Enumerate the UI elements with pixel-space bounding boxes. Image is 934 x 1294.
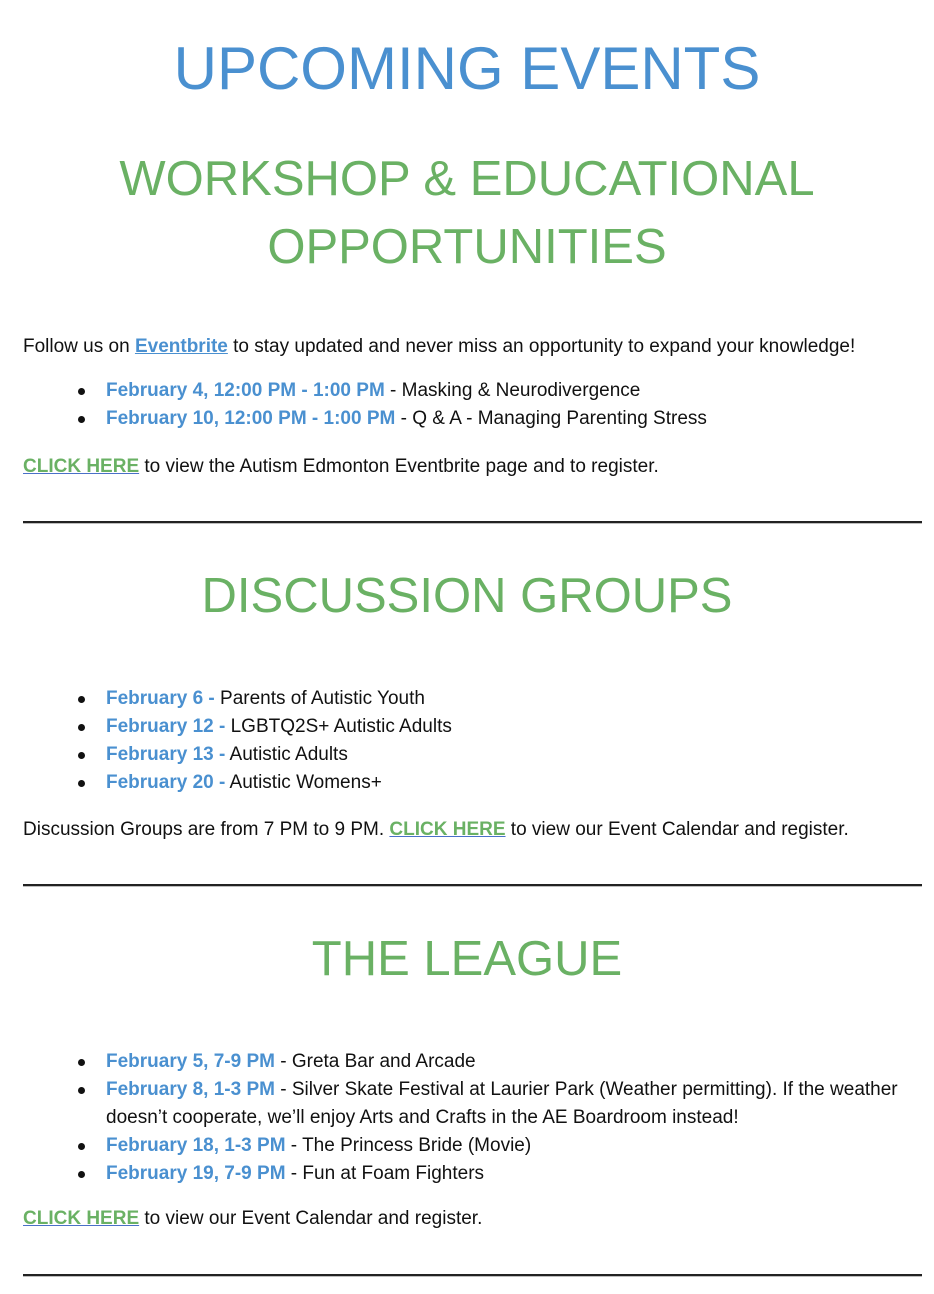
list-item <box>0 405 934 433</box>
bullet-icon <box>78 752 85 759</box>
list-item <box>0 1132 934 1160</box>
workshop-intro <box>23 335 923 359</box>
discussion-click-here-link[interactable]: CLICK HERE <box>389 819 506 840</box>
workshop-title-line1: WORKSHOP & EDUCATIONAL <box>119 152 815 206</box>
event-date: February 19, 7-9 PM <box>106 1163 286 1184</box>
bullet-icon <box>78 1059 85 1066</box>
eventbrite-link[interactable]: Eventbrite <box>134 336 228 357</box>
discussion-cta-text: to view our Event Calendar and register. <box>505 819 849 840</box>
bullet-icon <box>78 416 85 423</box>
league-section-title: THE LEAGUE <box>311 932 623 986</box>
event-date: February 18, 1-3 PM <box>106 1135 286 1156</box>
league-cta <box>23 1207 923 1231</box>
event-date: February 12 - <box>106 716 226 737</box>
league-event-list <box>0 1048 934 1188</box>
event-date: February 6 - <box>106 688 215 709</box>
discussion-section-title: DISCUSSION GROUPS <box>201 569 733 623</box>
event-date: February 13 - <box>106 744 226 765</box>
workshop-intro-before: Follow us on <box>23 336 135 357</box>
list-item <box>0 1076 934 1132</box>
workshop-cta <box>23 455 923 479</box>
event-description: LGBTQ2S+ Autistic Adults <box>225 716 452 737</box>
list-item <box>0 377 934 405</box>
event-date: February 20 - <box>106 772 226 793</box>
event-description: - Q & A - Managing Parenting Stress <box>395 408 707 429</box>
event-description: Autistic Adults <box>225 744 348 765</box>
section-divider <box>23 1274 922 1277</box>
event-description: - The Princess Bride (Movie) <box>285 1135 532 1156</box>
event-description: - Greta Bar and Arcade <box>274 1051 476 1072</box>
list-item <box>0 685 934 713</box>
discussion-event-list <box>0 685 934 797</box>
event-date: February 8, 1-3 PM <box>106 1079 275 1100</box>
list-item <box>0 1160 934 1188</box>
event-description: Parents of Autistic Youth <box>214 688 425 709</box>
event-description: - Masking & Neurodivergence <box>384 380 641 401</box>
workshop-section-title <box>60 145 874 281</box>
bullet-icon <box>78 388 85 395</box>
discussion-note-text: Discussion Groups are from 7 PM to 9 PM. <box>23 819 390 840</box>
bullet-icon <box>78 1087 85 1094</box>
section-divider <box>23 521 922 524</box>
workshop-click-here-link[interactable]: CLICK HERE <box>23 456 140 477</box>
discussion-note <box>23 818 923 842</box>
bullet-icon <box>78 724 85 731</box>
event-description: - Silver Skate Festival at Laurier Park (Weather permitting). If the weather doesn’t cooperate, we’ll enjoy Arts and Crafts in the AE Boardroom instead! <box>106 1079 898 1128</box>
list-item <box>0 769 934 797</box>
event-date: February 4, 12:00 PM - 1:00 PM <box>106 380 385 401</box>
bullet-icon <box>78 696 85 703</box>
event-description: Autistic Womens+ <box>225 772 382 793</box>
page-title: UPCOMING EVENTS <box>173 35 761 102</box>
bullet-icon <box>78 780 85 787</box>
event-description: - Fun at Foam Fighters <box>285 1163 485 1184</box>
list-item <box>0 1048 934 1076</box>
section-divider <box>23 884 922 887</box>
list-item <box>0 713 934 741</box>
workshop-intro-after: to stay updated and never miss an opportunity to expand your knowledge! <box>227 336 856 357</box>
workshop-title-line2: OPPORTUNITIES <box>267 220 667 274</box>
bullet-icon <box>78 1143 85 1150</box>
event-date: February 5, 7-9 PM <box>106 1051 275 1072</box>
workshop-event-list <box>0 377 934 433</box>
league-cta-text: to view our Event Calendar and register. <box>139 1208 483 1229</box>
list-item <box>0 741 934 769</box>
bullet-icon <box>78 1171 85 1178</box>
event-date: February 10, 12:00 PM - 1:00 PM <box>106 408 396 429</box>
workshop-cta-text: to view the Autism Edmonton Eventbrite page and to register. <box>139 456 659 477</box>
league-click-here-link[interactable]: CLICK HERE <box>23 1208 140 1229</box>
